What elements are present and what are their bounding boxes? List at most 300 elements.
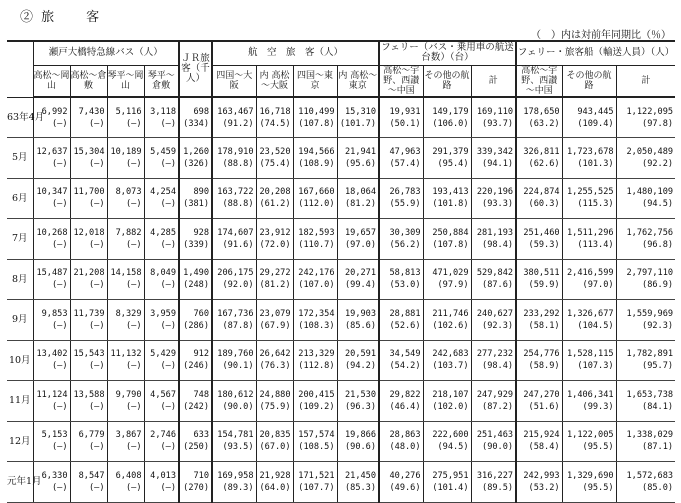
cell-value: 19,657 bbox=[344, 227, 377, 238]
data-cell bbox=[256, 300, 293, 341]
data-cell bbox=[379, 138, 423, 179]
cell-yoy-ratio: (61.2) bbox=[259, 199, 291, 210]
cell-yoy-ratio: (―) bbox=[160, 401, 177, 412]
cell-value: 211,746 bbox=[432, 308, 469, 319]
cell-yoy-ratio: (―) bbox=[51, 199, 68, 210]
data-cell bbox=[337, 300, 379, 341]
data-cell bbox=[179, 219, 212, 260]
data-cell bbox=[379, 300, 423, 341]
cell-yoy-ratio: (87.8) bbox=[222, 320, 254, 331]
cell-value: 215,924 bbox=[523, 430, 560, 441]
cell-yoy-ratio: (50.1) bbox=[389, 118, 421, 129]
cell-value: 4,013 bbox=[150, 470, 177, 481]
cell-value: 13,588 bbox=[73, 389, 105, 400]
cell-value: 163,722 bbox=[217, 187, 254, 198]
row-label: 9月 bbox=[7, 300, 33, 341]
cell-value: 11,132 bbox=[110, 349, 142, 360]
cell-value: 220,196 bbox=[476, 187, 514, 198]
data-cell bbox=[70, 340, 107, 381]
table-row bbox=[7, 381, 675, 422]
cell-value: 19,931 bbox=[389, 106, 421, 117]
cell-value: 242,683 bbox=[432, 349, 469, 360]
col-header: 四国～東京 bbox=[293, 65, 337, 97]
cell-value: 1,572,683 bbox=[626, 470, 674, 481]
cell-yoy-ratio: (74.5) bbox=[259, 118, 291, 129]
table-row bbox=[7, 421, 675, 462]
cell-value: 5,459 bbox=[150, 146, 177, 157]
data-cell bbox=[379, 219, 423, 260]
cell-value: 23,520 bbox=[259, 146, 291, 157]
row-label: 63年4月 bbox=[7, 97, 33, 138]
cell-value: 6,992 bbox=[41, 106, 68, 117]
cell-value: 6,779 bbox=[78, 430, 105, 441]
cell-yoy-ratio: (―) bbox=[160, 239, 177, 250]
cell-yoy-ratio: (―) bbox=[160, 482, 177, 493]
cell-value: 1,329,690 bbox=[566, 470, 614, 481]
col-header: 内 高松～東京 bbox=[337, 65, 379, 97]
cell-yoy-ratio: (63.2) bbox=[528, 118, 560, 129]
group-header-ferry-cars: フェリー（バス・乗用車の航送台数）（台） bbox=[379, 41, 516, 65]
data-cell bbox=[179, 259, 212, 300]
cell-yoy-ratio: (58.1) bbox=[528, 320, 560, 331]
data-cell bbox=[179, 381, 212, 422]
cell-value: 3,959 bbox=[150, 308, 177, 319]
data-cell bbox=[293, 97, 337, 138]
group-header-jr: ＪＲ旅客（千人） bbox=[179, 41, 212, 97]
cell-value: 21,941 bbox=[344, 146, 377, 157]
data-cell bbox=[471, 259, 516, 300]
col-header: 琴平～倉敷 bbox=[144, 65, 179, 97]
data-cell bbox=[516, 381, 562, 422]
cell-yoy-ratio: (87.1) bbox=[642, 442, 674, 453]
col-header: 内 高松～大阪 bbox=[256, 65, 293, 97]
cell-value: 9,853 bbox=[41, 308, 68, 319]
cell-yoy-ratio: (90.1) bbox=[222, 361, 254, 372]
col-header: 計 bbox=[616, 65, 675, 97]
data-cell bbox=[107, 178, 144, 219]
cell-value: 281,193 bbox=[476, 227, 514, 238]
data-cell bbox=[293, 219, 337, 260]
data-cell bbox=[337, 340, 379, 381]
cell-yoy-ratio: (81.2) bbox=[259, 280, 291, 291]
data-cell bbox=[107, 300, 144, 341]
cell-value: 1,528,115 bbox=[566, 349, 614, 360]
cell-yoy-ratio: (85.6) bbox=[344, 320, 377, 331]
cell-value: 275,951 bbox=[432, 470, 469, 481]
cell-value: 9,790 bbox=[115, 389, 142, 400]
cell-yoy-ratio: (92.3) bbox=[482, 320, 514, 331]
cell-value: 633 bbox=[193, 430, 210, 441]
cell-yoy-ratio: (246) bbox=[183, 361, 210, 372]
cell-yoy-ratio: (54.2) bbox=[389, 361, 421, 372]
cell-yoy-ratio: (95.4) bbox=[437, 158, 469, 169]
table-row bbox=[7, 259, 675, 300]
cell-yoy-ratio: (81.2) bbox=[344, 199, 377, 210]
cell-yoy-ratio: (―) bbox=[88, 118, 105, 129]
col-header: その他の航路 bbox=[423, 65, 471, 97]
cell-value: 4,285 bbox=[150, 227, 177, 238]
cell-yoy-ratio: (109.2) bbox=[298, 401, 335, 412]
table-row bbox=[7, 219, 675, 260]
cell-value: 222,600 bbox=[432, 430, 469, 441]
cell-value: 154,781 bbox=[217, 430, 254, 441]
data-cell bbox=[256, 340, 293, 381]
cell-yoy-ratio: (97.0) bbox=[582, 280, 614, 291]
data-cell bbox=[471, 138, 516, 179]
data-cell bbox=[256, 421, 293, 462]
data-cell bbox=[616, 421, 675, 462]
data-cell bbox=[379, 259, 423, 300]
cell-yoy-ratio: (―) bbox=[51, 280, 68, 291]
cell-yoy-ratio: (95.5) bbox=[582, 442, 614, 453]
cell-value: 157,574 bbox=[298, 430, 335, 441]
cell-yoy-ratio: (97.8) bbox=[642, 118, 674, 129]
data-cell bbox=[107, 381, 144, 422]
cell-yoy-ratio: (―) bbox=[51, 442, 68, 453]
data-cell bbox=[423, 259, 471, 300]
data-cell bbox=[616, 259, 675, 300]
cell-value: 6,408 bbox=[115, 470, 142, 481]
cell-yoy-ratio: (115.3) bbox=[577, 199, 614, 210]
table-row bbox=[7, 97, 675, 138]
cell-value: 2,746 bbox=[150, 430, 177, 441]
data-cell bbox=[212, 421, 256, 462]
data-cell bbox=[179, 97, 212, 138]
cell-value: 174,607 bbox=[217, 227, 254, 238]
data-cell bbox=[70, 178, 107, 219]
cell-value: 8,329 bbox=[115, 308, 142, 319]
cell-value: 890 bbox=[193, 187, 210, 198]
cell-value: 1,326,677 bbox=[566, 308, 614, 319]
cell-value: 1,480,109 bbox=[626, 187, 674, 198]
section-title: ② 旅 客 bbox=[20, 10, 102, 25]
data-cell bbox=[562, 138, 616, 179]
cell-yoy-ratio: (108.3) bbox=[298, 320, 335, 331]
cell-value: 250,884 bbox=[432, 227, 469, 238]
cell-yoy-ratio: (―) bbox=[88, 401, 105, 412]
cell-yoy-ratio: (89.3) bbox=[222, 482, 254, 493]
cell-value: 242,993 bbox=[523, 470, 560, 481]
cell-yoy-ratio: (64.0) bbox=[259, 482, 291, 493]
cell-yoy-ratio: (―) bbox=[88, 320, 105, 331]
cell-yoy-ratio: (108.9) bbox=[298, 158, 335, 169]
cell-value: 12,018 bbox=[73, 227, 105, 238]
data-cell bbox=[337, 381, 379, 422]
cell-yoy-ratio: (109.4) bbox=[577, 118, 614, 129]
data-cell bbox=[379, 178, 423, 219]
cell-yoy-ratio: (58.4) bbox=[528, 442, 560, 453]
data-cell bbox=[471, 219, 516, 260]
cell-yoy-ratio: (108.5) bbox=[298, 442, 335, 453]
cell-yoy-ratio: (62.6) bbox=[528, 158, 560, 169]
cell-value: 58,813 bbox=[389, 268, 421, 279]
cell-yoy-ratio: (85.0) bbox=[642, 482, 674, 493]
data-cell bbox=[70, 138, 107, 179]
cell-yoy-ratio: (90.0) bbox=[482, 442, 514, 453]
data-cell bbox=[107, 219, 144, 260]
cell-yoy-ratio: (104.5) bbox=[577, 320, 614, 331]
cell-yoy-ratio: (―) bbox=[88, 239, 105, 250]
cell-yoy-ratio: (99.4) bbox=[344, 280, 377, 291]
cell-yoy-ratio: (91.2) bbox=[222, 118, 254, 129]
cell-yoy-ratio: (46.4) bbox=[389, 401, 421, 412]
data-cell bbox=[562, 381, 616, 422]
cell-yoy-ratio: (―) bbox=[51, 118, 68, 129]
cell-yoy-ratio: (97.9) bbox=[437, 280, 469, 291]
data-cell bbox=[471, 381, 516, 422]
data-cell bbox=[337, 219, 379, 260]
cell-value: 178,910 bbox=[217, 146, 254, 157]
cell-yoy-ratio: (75.9) bbox=[259, 401, 291, 412]
cell-value: 4,567 bbox=[150, 389, 177, 400]
cell-yoy-ratio: (―) bbox=[88, 482, 105, 493]
cell-yoy-ratio: (87.2) bbox=[482, 401, 514, 412]
cell-yoy-ratio: (326) bbox=[183, 158, 210, 169]
data-cell bbox=[293, 381, 337, 422]
cell-value: 943,445 bbox=[577, 106, 614, 117]
data-cell bbox=[516, 97, 562, 138]
cell-value: 760 bbox=[193, 308, 210, 319]
cell-yoy-ratio: (93.3) bbox=[482, 199, 514, 210]
cell-value: 240,627 bbox=[476, 308, 514, 319]
data-cell bbox=[107, 138, 144, 179]
cell-value: 224,874 bbox=[523, 187, 560, 198]
cell-value: 10,268 bbox=[36, 227, 68, 238]
cell-yoy-ratio: (248) bbox=[183, 280, 210, 291]
data-cell bbox=[33, 421, 70, 462]
data-cell bbox=[144, 381, 179, 422]
cell-yoy-ratio: (90.6) bbox=[344, 442, 377, 453]
data-cell bbox=[179, 138, 212, 179]
data-cell bbox=[293, 138, 337, 179]
cell-value: 3,118 bbox=[150, 106, 177, 117]
cell-value: 912 bbox=[193, 349, 210, 360]
cell-yoy-ratio: (107.8) bbox=[298, 118, 335, 129]
cell-value: 2,050,489 bbox=[626, 146, 674, 157]
cell-yoy-ratio: (95.6) bbox=[344, 158, 377, 169]
data-cell bbox=[616, 300, 675, 341]
data-cell bbox=[144, 97, 179, 138]
data-cell bbox=[212, 340, 256, 381]
table-row bbox=[7, 178, 675, 219]
cell-yoy-ratio: (―) bbox=[88, 280, 105, 291]
data-cell bbox=[562, 340, 616, 381]
cell-yoy-ratio: (67.9) bbox=[259, 320, 291, 331]
row-label: 8月 bbox=[7, 259, 33, 300]
data-cell bbox=[337, 178, 379, 219]
cell-yoy-ratio: (102.6) bbox=[432, 320, 469, 331]
cell-value: 1,260 bbox=[183, 146, 210, 157]
data-cell bbox=[179, 421, 212, 462]
cell-value: 213,329 bbox=[298, 349, 335, 360]
cell-value: 1,338,029 bbox=[626, 430, 674, 441]
cell-value: 3,867 bbox=[115, 430, 142, 441]
data-cell bbox=[379, 381, 423, 422]
col-header: 高松～宇野、西讃～中国 bbox=[516, 65, 562, 97]
passenger-table bbox=[7, 40, 675, 503]
cell-yoy-ratio: (94.1) bbox=[482, 158, 514, 169]
cell-yoy-ratio: (―) bbox=[88, 442, 105, 453]
cell-yoy-ratio: (112.0) bbox=[298, 199, 335, 210]
cell-yoy-ratio: (48.0) bbox=[389, 442, 421, 453]
cell-yoy-ratio: (94.5) bbox=[437, 442, 469, 453]
cell-value: 167,660 bbox=[298, 187, 335, 198]
data-cell bbox=[256, 259, 293, 300]
cell-yoy-ratio: (―) bbox=[125, 320, 142, 331]
cell-value: 26,642 bbox=[259, 349, 291, 360]
cell-yoy-ratio: (76.3) bbox=[259, 361, 291, 372]
data-cell bbox=[33, 219, 70, 260]
cell-yoy-ratio: (―) bbox=[160, 442, 177, 453]
cell-yoy-ratio: (110.7) bbox=[298, 239, 335, 250]
cell-value: 15,310 bbox=[344, 106, 377, 117]
cell-value: 1,762,756 bbox=[626, 227, 674, 238]
cell-value: 242,176 bbox=[298, 268, 335, 279]
col-header: 琴平～岡山 bbox=[107, 65, 144, 97]
table-note: （ ）内は対前年同期比（％） bbox=[531, 30, 671, 41]
cell-yoy-ratio: (101.3) bbox=[577, 158, 614, 169]
cell-value: 7,882 bbox=[115, 227, 142, 238]
cell-value: 23,079 bbox=[259, 308, 291, 319]
cell-value: 47,963 bbox=[389, 146, 421, 157]
cell-value: 172,354 bbox=[298, 308, 335, 319]
table-row bbox=[7, 300, 675, 341]
cell-value: 19,903 bbox=[344, 308, 377, 319]
col-header: 四国～大阪 bbox=[212, 65, 256, 97]
data-cell bbox=[179, 300, 212, 341]
data-cell bbox=[471, 97, 516, 138]
cell-value: 8,547 bbox=[78, 470, 105, 481]
data-cell bbox=[337, 259, 379, 300]
cell-value: 11,739 bbox=[73, 308, 105, 319]
cell-yoy-ratio: (112.8) bbox=[298, 361, 335, 372]
cell-yoy-ratio: (72.0) bbox=[259, 239, 291, 250]
cell-yoy-ratio: (―) bbox=[88, 361, 105, 372]
data-cell bbox=[423, 421, 471, 462]
data-cell bbox=[256, 381, 293, 422]
cell-yoy-ratio: (334) bbox=[183, 118, 210, 129]
corner-cell bbox=[7, 41, 33, 97]
data-cell bbox=[256, 138, 293, 179]
data-cell bbox=[107, 340, 144, 381]
cell-value: 15,543 bbox=[73, 349, 105, 360]
cell-yoy-ratio: (270) bbox=[183, 482, 210, 493]
cell-value: 10,189 bbox=[110, 146, 142, 157]
cell-value: 291,379 bbox=[432, 146, 469, 157]
cell-yoy-ratio: (―) bbox=[125, 401, 142, 412]
cell-yoy-ratio: (―) bbox=[51, 361, 68, 372]
data-cell bbox=[179, 340, 212, 381]
cell-yoy-ratio: (―) bbox=[125, 482, 142, 493]
data-cell bbox=[471, 340, 516, 381]
data-cell bbox=[33, 178, 70, 219]
cell-value: 15,304 bbox=[73, 146, 105, 157]
data-cell bbox=[293, 259, 337, 300]
cell-value: 1,255,525 bbox=[566, 187, 614, 198]
cell-yoy-ratio: (102.0) bbox=[432, 401, 469, 412]
cell-yoy-ratio: (95.7) bbox=[642, 361, 674, 372]
cell-yoy-ratio: (381) bbox=[183, 199, 210, 210]
cell-yoy-ratio: (90.0) bbox=[222, 401, 254, 412]
data-cell bbox=[562, 97, 616, 138]
data-cell bbox=[616, 178, 675, 219]
cell-yoy-ratio: (96.3) bbox=[344, 401, 377, 412]
cell-yoy-ratio: (―) bbox=[51, 320, 68, 331]
cell-yoy-ratio: (―) bbox=[160, 199, 177, 210]
cell-value: 1,723,678 bbox=[566, 146, 614, 157]
cell-yoy-ratio: (92.0) bbox=[222, 280, 254, 291]
cell-yoy-ratio: (99.3) bbox=[582, 401, 614, 412]
cell-yoy-ratio: (85.3) bbox=[344, 482, 377, 493]
data-cell bbox=[616, 97, 675, 138]
cell-yoy-ratio: (91.6) bbox=[222, 239, 254, 250]
data-cell bbox=[212, 97, 256, 138]
cell-value: 1,406,341 bbox=[566, 389, 614, 400]
data-cell bbox=[471, 421, 516, 462]
cell-yoy-ratio: (59.9) bbox=[528, 280, 560, 291]
cell-yoy-ratio: (―) bbox=[51, 401, 68, 412]
row-label: 11月 bbox=[7, 381, 33, 422]
data-cell bbox=[379, 97, 423, 138]
data-cell bbox=[337, 138, 379, 179]
cell-value: 20,208 bbox=[259, 187, 291, 198]
cell-yoy-ratio: (97.0) bbox=[344, 239, 377, 250]
cell-yoy-ratio: (95.5) bbox=[582, 482, 614, 493]
cell-yoy-ratio: (―) bbox=[125, 118, 142, 129]
row-label: 10月 bbox=[7, 340, 33, 381]
data-cell bbox=[70, 300, 107, 341]
data-cell bbox=[33, 381, 70, 422]
data-cell bbox=[423, 340, 471, 381]
data-cell bbox=[144, 300, 179, 341]
cell-value: 29,822 bbox=[389, 389, 421, 400]
cell-yoy-ratio: (88.8) bbox=[222, 158, 254, 169]
cell-value: 6,330 bbox=[41, 470, 68, 481]
data-cell bbox=[516, 421, 562, 462]
cell-value: 4,254 bbox=[150, 187, 177, 198]
cell-yoy-ratio: (93.5) bbox=[222, 442, 254, 453]
cell-value: 277,232 bbox=[476, 349, 514, 360]
data-cell bbox=[212, 300, 256, 341]
group-header-ferry-passengers: フェリー・旅客船（輸送人員）（人） bbox=[516, 41, 675, 65]
cell-yoy-ratio: (94.2) bbox=[344, 361, 377, 372]
data-cell bbox=[471, 178, 516, 219]
data-cell bbox=[293, 340, 337, 381]
cell-value: 1,122,005 bbox=[566, 430, 614, 441]
cell-yoy-ratio: (52.6) bbox=[389, 320, 421, 331]
cell-yoy-ratio: (―) bbox=[125, 280, 142, 291]
cell-yoy-ratio: (113.4) bbox=[577, 239, 614, 250]
cell-yoy-ratio: (107.0) bbox=[298, 280, 335, 291]
data-cell bbox=[293, 300, 337, 341]
data-cell bbox=[293, 421, 337, 462]
cell-yoy-ratio: (84.1) bbox=[642, 401, 674, 412]
group-header-bus: 瀬戸大橋特急線バス（人） bbox=[33, 41, 179, 65]
cell-yoy-ratio: (―) bbox=[160, 158, 177, 169]
data-cell bbox=[33, 138, 70, 179]
cell-yoy-ratio: (88.8) bbox=[222, 199, 254, 210]
cell-value: 254,776 bbox=[523, 349, 560, 360]
cell-yoy-ratio: (92.2) bbox=[642, 158, 674, 169]
data-cell bbox=[616, 138, 675, 179]
cell-yoy-ratio: (101.8) bbox=[432, 199, 469, 210]
col-header: 高松～倉敷 bbox=[70, 65, 107, 97]
cell-value: 20,591 bbox=[344, 349, 377, 360]
cell-value: 16,718 bbox=[259, 106, 291, 117]
data-cell bbox=[516, 340, 562, 381]
cell-value: 193,413 bbox=[432, 187, 469, 198]
row-label: 7月 bbox=[7, 219, 33, 260]
